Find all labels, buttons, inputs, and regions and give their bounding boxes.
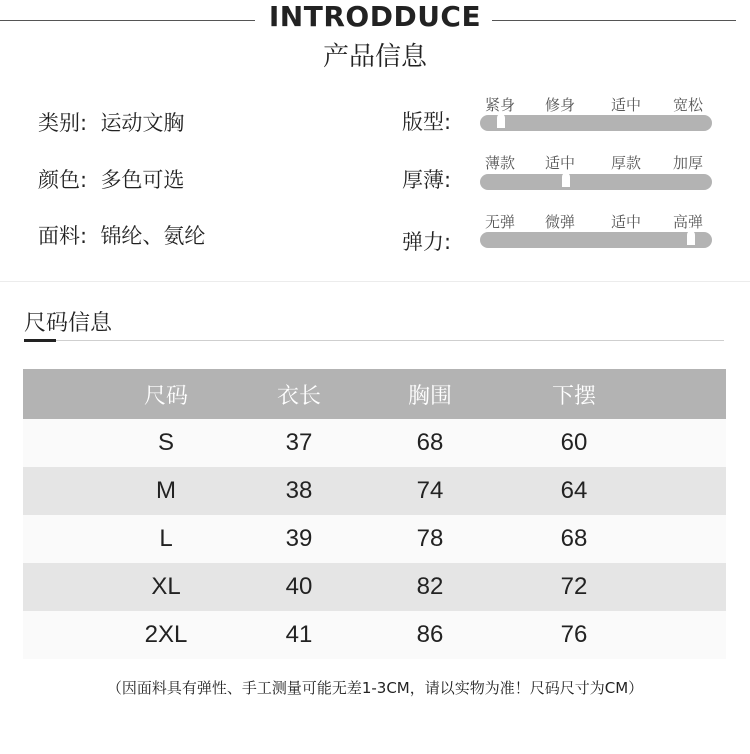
size-section-title: 尺码信息 bbox=[24, 311, 113, 336]
scale-fit-option: 紧身 bbox=[485, 96, 516, 114]
scale-thickness-option: 加厚 bbox=[673, 154, 704, 172]
cell-length: 41 bbox=[285, 621, 313, 648]
cell-size: M bbox=[156, 477, 176, 504]
info-color-label: 颜色: bbox=[38, 168, 88, 192]
cell-hem: 68 bbox=[560, 525, 588, 552]
scale-thickness-option: 厚款 bbox=[611, 154, 642, 172]
size-section-underline bbox=[24, 340, 724, 341]
scale-thickness-options bbox=[0, 152, 750, 172]
table-row bbox=[23, 515, 726, 563]
header-size: 尺码 bbox=[143, 383, 188, 409]
size-table-header bbox=[23, 369, 726, 419]
scale-thickness-marker-body bbox=[562, 175, 570, 187]
scale-fit-options bbox=[0, 94, 750, 114]
section-divider bbox=[0, 281, 750, 282]
cell-bust: 78 bbox=[416, 525, 444, 552]
cell-size: S bbox=[157, 429, 174, 456]
title-chinese: 产品信息 bbox=[322, 42, 427, 72]
cell-hem: 72 bbox=[560, 573, 588, 600]
cell-bust: 74 bbox=[416, 477, 444, 504]
table-row bbox=[23, 611, 726, 659]
scale-elasticity-options bbox=[0, 211, 750, 231]
measurement-note: （因面料具有弹性、手工测量可能无差1-3CM，请以实物为准！尺码尺寸为CM） bbox=[106, 679, 644, 697]
cell-hem: 64 bbox=[560, 477, 588, 504]
info-category-label: 类别: bbox=[38, 111, 88, 135]
scale-fit-option: 宽松 bbox=[673, 96, 704, 114]
scale-thickness-label: 厚薄: bbox=[402, 168, 452, 192]
scale-fit-option: 修身 bbox=[545, 96, 576, 114]
scale-elasticity-option: 微弹 bbox=[545, 213, 576, 231]
scale-elasticity-track bbox=[480, 232, 712, 248]
info-fabric-value: 锦纶、氨纶 bbox=[100, 224, 206, 248]
size-table bbox=[23, 369, 726, 659]
cell-length: 39 bbox=[285, 525, 313, 552]
scale-fit-marker-body bbox=[497, 116, 505, 128]
scale-elasticity-option: 适中 bbox=[611, 213, 642, 231]
scale-elasticity-marker-body bbox=[687, 233, 695, 245]
header-length: 衣长 bbox=[276, 383, 321, 409]
scale-elasticity-label: 弹力: bbox=[402, 230, 452, 254]
cell-length: 40 bbox=[285, 573, 313, 600]
cell-length: 37 bbox=[285, 429, 313, 456]
size-section-accent bbox=[24, 339, 56, 342]
info-fabric-label: 面料: bbox=[38, 224, 88, 248]
cell-bust: 68 bbox=[416, 429, 444, 456]
table-row bbox=[23, 563, 726, 611]
scale-fit-track bbox=[480, 115, 712, 131]
cell-size: XL bbox=[151, 573, 181, 600]
scale-thickness-track bbox=[480, 174, 712, 190]
table-row bbox=[23, 419, 726, 467]
cell-size: L bbox=[159, 525, 173, 552]
scale-elasticity-option: 高弹 bbox=[673, 213, 704, 231]
scale-fit-label: 版型: bbox=[402, 110, 452, 134]
header-bust: 胸围 bbox=[407, 383, 452, 409]
scale-thickness-option: 薄款 bbox=[485, 154, 516, 172]
info-color-value: 多色可选 bbox=[100, 168, 185, 192]
scale-thickness-option: 适中 bbox=[545, 154, 576, 172]
table-row bbox=[23, 467, 726, 515]
scale-fit-option: 适中 bbox=[611, 96, 642, 114]
header-hem: 下摆 bbox=[551, 383, 596, 409]
info-category-value: 运动文胸 bbox=[100, 111, 185, 135]
cell-hem: 76 bbox=[560, 621, 588, 648]
cell-bust: 86 bbox=[416, 621, 444, 648]
scale-elasticity-option: 无弹 bbox=[485, 213, 516, 231]
cell-bust: 82 bbox=[416, 573, 444, 600]
title-english: INTRODDUCE bbox=[268, 0, 482, 33]
cell-length: 38 bbox=[285, 477, 313, 504]
cell-hem: 60 bbox=[560, 429, 588, 456]
cell-size: 2XL bbox=[144, 621, 188, 648]
